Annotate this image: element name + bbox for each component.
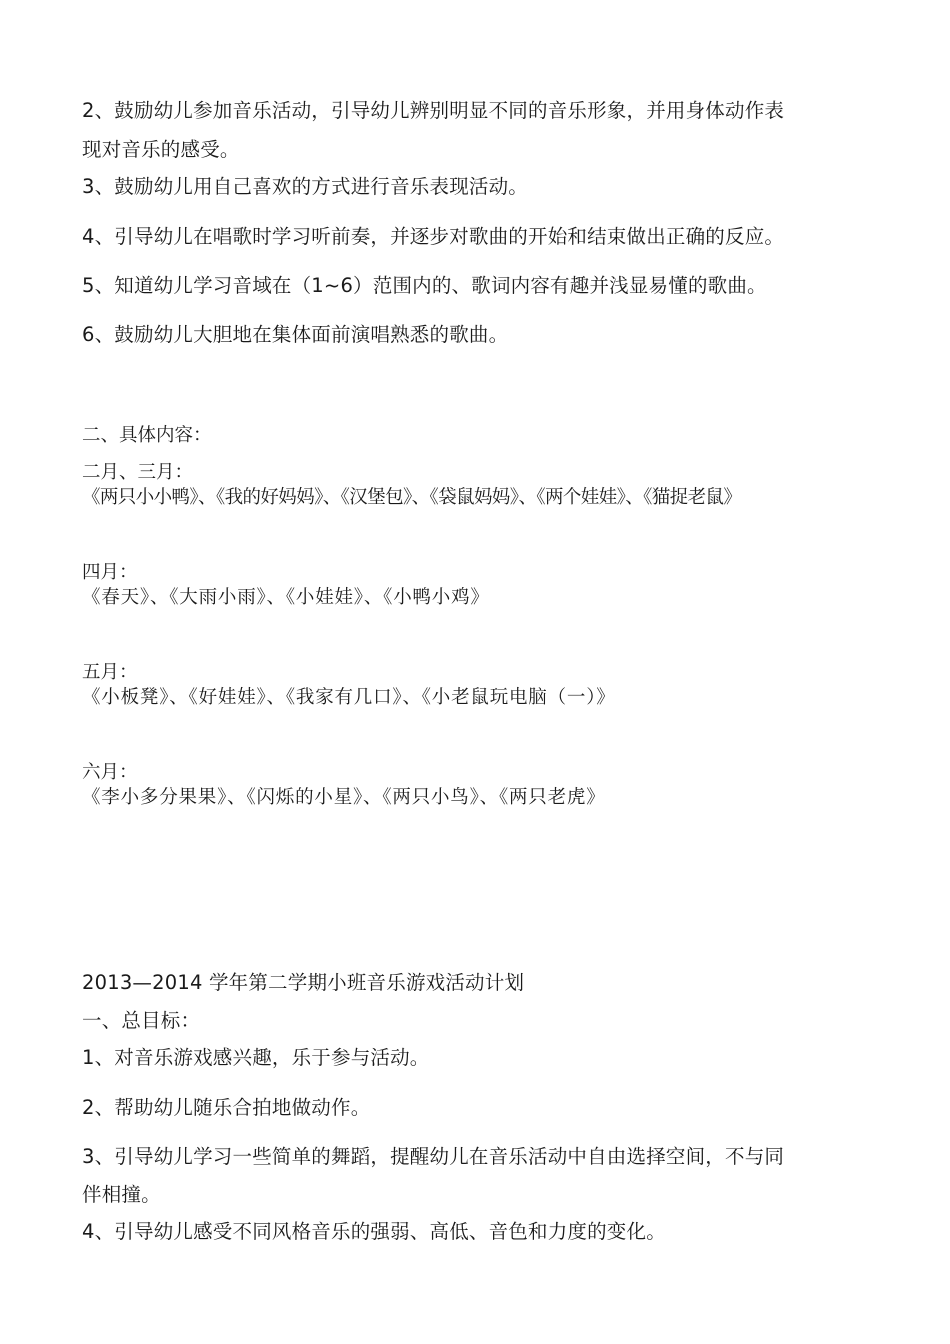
goal-item-6: 6、鼓励幼儿大胆地在集体面前演唱熟悉的歌曲。 xyxy=(82,323,509,346)
section-heading-content: 二、具体内容： xyxy=(82,425,212,446)
game-item-3-line-2: 伴相撞。 xyxy=(82,1183,161,1206)
month-label-apr: 四月： xyxy=(82,562,138,583)
goal-item-3: 3、鼓励幼儿用自己喜欢的方式进行音乐表现活动。 xyxy=(82,175,529,198)
goal-item-2-line-2: 现对音乐的感受。 xyxy=(82,138,240,161)
month-label-may: 五月： xyxy=(82,662,138,683)
song-list-feb-mar: 《两只小小鸭》、《我的好妈妈》、《汉堡包》、《袋鼠妈妈》、《两个娃娃》、《猫捉老鼠》 xyxy=(82,487,742,508)
song-list-may: 《小板凳》、《好娃娃》、《我家有几口》、《小老鼠玩电脑（一）》 xyxy=(82,687,616,708)
goal-item-5: 5、知道幼儿学习音域在（1~6）范围内的、歌词内容有趣并浅显易懂的歌曲。 xyxy=(82,274,767,297)
game-item-3-line-1: 3、引导幼儿学习一些简单的舞蹈，提醒幼儿在音乐活动中自由选择空间，不与同 xyxy=(82,1145,785,1168)
game-plan-title: 2013—2014 学年第二学期小班音乐游戏活动计划 xyxy=(82,971,525,994)
goal-item-4: 4、引导幼儿在唱歌时学习听前奏，并逐步对歌曲的开始和结束做出正确的反应。 xyxy=(82,225,785,248)
game-plan-goal-heading: 一、总目标： xyxy=(82,1009,201,1032)
month-label-jun: 六月： xyxy=(82,762,138,783)
game-item-4: 4、引导幼儿感受不同风格音乐的强弱、高低、音色和力度的变化。 xyxy=(82,1220,666,1243)
game-item-2: 2、帮助幼儿随乐合拍地做动作。 xyxy=(82,1096,371,1119)
goal-item-2-line-1: 2、鼓励幼儿参加音乐活动，引导幼儿辨别明显不同的音乐形象，并用身体动作表 xyxy=(82,99,785,122)
song-list-jun: 《李小多分果果》、《闪烁的小星》、《两只小鸟》、《两只老虎》 xyxy=(82,787,606,808)
month-label-feb-mar: 二月、三月： xyxy=(82,462,194,483)
song-list-apr: 《春天》、《大雨小雨》、《小娃娃》、《小鸭小鸡》 xyxy=(82,587,490,608)
game-item-1: 1、对音乐游戏感兴趣，乐于参与活动。 xyxy=(82,1046,430,1069)
